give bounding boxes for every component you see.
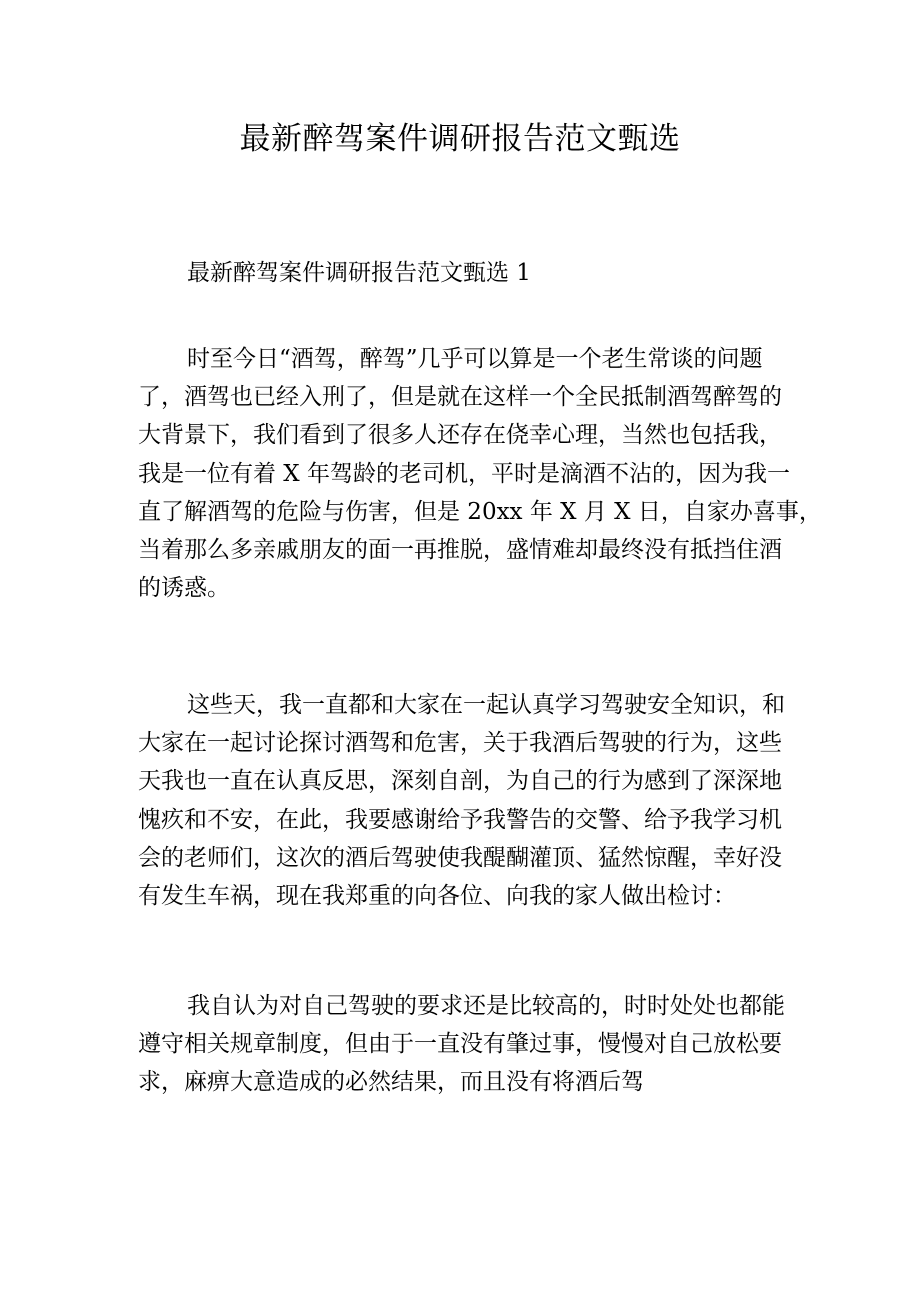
paragraph-3 [138,987,798,1102]
paragraph-1 [138,340,822,607]
paragraph-line: 这些天，我一直都和大家在一起认真学习驾驶安全知识，和 [187,692,785,718]
paragraph-line: 当着那么多亲戚朋友的面一再推脱，盛情难却最终没有抵挡住酒 [138,537,782,564]
paragraph-line: 愧疚和不安，在此，我要感谢给予我警告的交警、给予我学习机 [138,806,782,833]
paragraph-line: 天我也一直在认真反思，深刻自剖，为自己的行为感到了深深地 [138,768,782,795]
paragraph-line: 求，麻痹大意造成的必然结果，而且没有将酒后驾 [138,1069,644,1096]
paragraph-line: 遵守相关规章制度，但由于一直没有肇过事，慢慢对自己放松要 [138,1031,782,1058]
paragraph-line: 时至今日“酒驾，醉驾”几乎可以算是一个老生常谈的问题 [187,346,763,372]
paragraph-line: 大背景下，我们看到了很多人还存在侥幸心理，当然也包括我， [138,422,782,449]
paragraph-line: 会的老师们，这次的酒后驾驶使我醍醐灌顶、猛然惊醒，幸好没 [138,844,782,871]
paragraph-line: 有发生车祸，现在我郑重的向各位、向我的家人做出检讨： [138,883,736,910]
paragraph-line: 了，酒驾也已经入刑了，但是就在这样一个全民抵制酒驾醉驾的 [138,384,782,411]
paragraph-line: 大家在一起讨论探讨酒驾和危害，关于我酒后驾驶的行为，这些 [138,730,782,757]
section-heading: 最新醉驾案件调研报告范文甄选 1 [187,260,531,286]
paragraph-line: 我是一位有着 X 年驾龄的老司机，平时是滴酒不沾的，因为我一 [138,460,790,487]
paragraph-line: 直了解酒驾的危险与伤害，但是 20xx 年 X 月 X 日，自家办喜事， [138,498,822,525]
paragraph-2 [138,686,798,915]
paragraph-line: 我自认为对自己驾驶的要求还是比较高的，时时处处也都能 [187,993,785,1019]
paragraph-line: 的诱惑。 [138,575,230,602]
page-title: 最新醉驾案件调研报告范文甄选 [239,121,681,157]
